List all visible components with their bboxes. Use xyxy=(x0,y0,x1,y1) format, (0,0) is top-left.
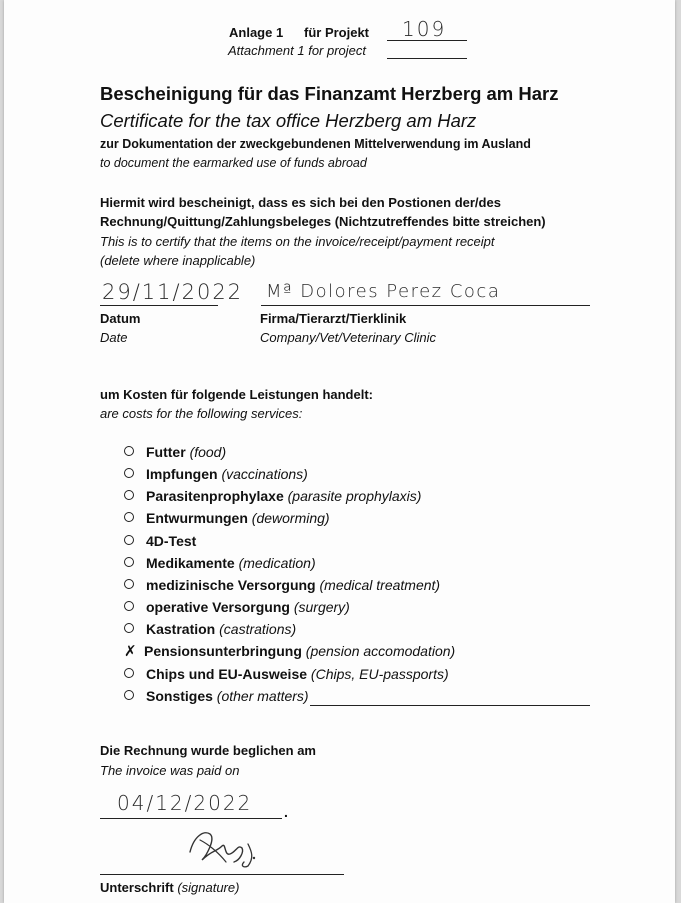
other-matters-line xyxy=(310,705,590,706)
checkbox-circle-icon[interactable] xyxy=(124,579,134,589)
certify-de-line1: Hiermit wird bescheinigt, dass es sich bei den Postionen der/des xyxy=(100,195,501,210)
company-label-de: Firma/Tierarzt/Tierklinik xyxy=(260,311,407,326)
signature-label xyxy=(100,880,239,895)
project-en-line xyxy=(387,58,467,59)
service-item-chips-passports: Chips und EU-Ausweise (Chips, EU-passports) xyxy=(124,666,449,682)
checkbox-circle-icon[interactable] xyxy=(124,690,134,700)
checked-x-icon[interactable]: ✗ xyxy=(124,643,137,660)
checkbox-circle-icon[interactable] xyxy=(124,446,134,456)
checkbox-circle-icon[interactable] xyxy=(124,668,134,678)
service-item-vaccinations: Impfungen (vaccinations) xyxy=(124,466,308,482)
subtitle-en: to document the earmarked use of funds abroad xyxy=(100,156,367,170)
project-number-line xyxy=(387,40,467,41)
service-item-medication: Medikamente (medication) xyxy=(124,555,316,571)
service-item-parasite-prophylaxis: Parasitenprophylaxe (parasite prophylaxis) xyxy=(124,488,421,504)
certify-de-line2: Rechnung/Quittung/Zahlungsbeleges (Nichtzutreffendes bitte streichen) xyxy=(100,214,546,229)
payment-period: . xyxy=(284,804,288,820)
subtitle-de: zur Dokumentation der zweckgebundenen Mittelverwendung im Ausland xyxy=(100,137,531,151)
payment-date-handwritten: 04/12/2022 xyxy=(117,791,253,815)
service-item-pension-accommodation: ✗ Pensionsunterbringung (pension accomodation) xyxy=(124,643,456,660)
services-intro-en: are costs for the following services: xyxy=(100,406,303,421)
payment-de: Die Rechnung wurde beglichen am xyxy=(100,743,316,758)
checkbox-circle-icon[interactable] xyxy=(124,490,134,500)
payment-date-line xyxy=(100,818,282,819)
attachment-label: Attachment 1 for project xyxy=(228,43,367,58)
service-item-food: Futter (food) xyxy=(124,444,226,460)
payment-en: The invoice was paid on xyxy=(100,763,240,778)
service-item-medical-treatment: medizinische Versorgung (medical treatment) xyxy=(124,577,440,593)
checkbox-circle-icon[interactable] xyxy=(124,623,134,633)
service-item-castrations: Kastration (castrations) xyxy=(124,621,296,637)
date-line xyxy=(100,305,218,306)
certificate-page xyxy=(4,0,675,903)
checkbox-circle-icon[interactable] xyxy=(124,535,134,545)
date-label-de: Datum xyxy=(100,311,141,326)
service-item-surgery: operative Versorgung (surgery) xyxy=(124,599,350,615)
checkbox-circle-icon[interactable] xyxy=(124,557,134,567)
signature-label-en: (signature) xyxy=(177,880,240,895)
certify-en-line1: This is to certify that the items on the invoice/receipt/payment receipt xyxy=(100,234,495,249)
signature-line xyxy=(100,874,344,875)
service-item-deworming: Entwurmungen (deworming) xyxy=(124,510,330,526)
title-de: Bescheinigung für das Finanzamt Herzberg am Harz xyxy=(100,83,559,104)
checkbox-circle-icon[interactable] xyxy=(124,512,134,522)
company-handwritten: Mª Dolores Perez Coca xyxy=(266,281,501,302)
project-number-handwritten: 109 xyxy=(402,17,447,41)
company-label-en: Company/Vet/Veterinary Clinic xyxy=(260,330,437,345)
services-intro-de: um Kosten für folgende Leistungen handelt: xyxy=(100,387,373,402)
service-item-other-matters: Sonstiges (other matters) xyxy=(124,688,309,704)
date-label-en: Date xyxy=(100,330,128,345)
company-line xyxy=(261,305,590,306)
handwritten-signature xyxy=(182,822,272,872)
date-handwritten: 29/11/2022 xyxy=(102,280,244,304)
checkbox-circle-icon[interactable] xyxy=(124,468,134,478)
signature-label-de: Unterschrift xyxy=(100,880,174,895)
title-en: Certificate for the tax office Herzberg am Harz xyxy=(100,110,477,131)
service-item-4d-test: 4D-Test xyxy=(124,533,196,549)
anlage-label: Anlage 1 xyxy=(229,25,284,40)
checkbox-circle-icon[interactable] xyxy=(124,601,134,611)
project-label: für Projekt xyxy=(304,25,370,40)
certify-en-line2: (delete where inapplicable) xyxy=(100,253,256,268)
